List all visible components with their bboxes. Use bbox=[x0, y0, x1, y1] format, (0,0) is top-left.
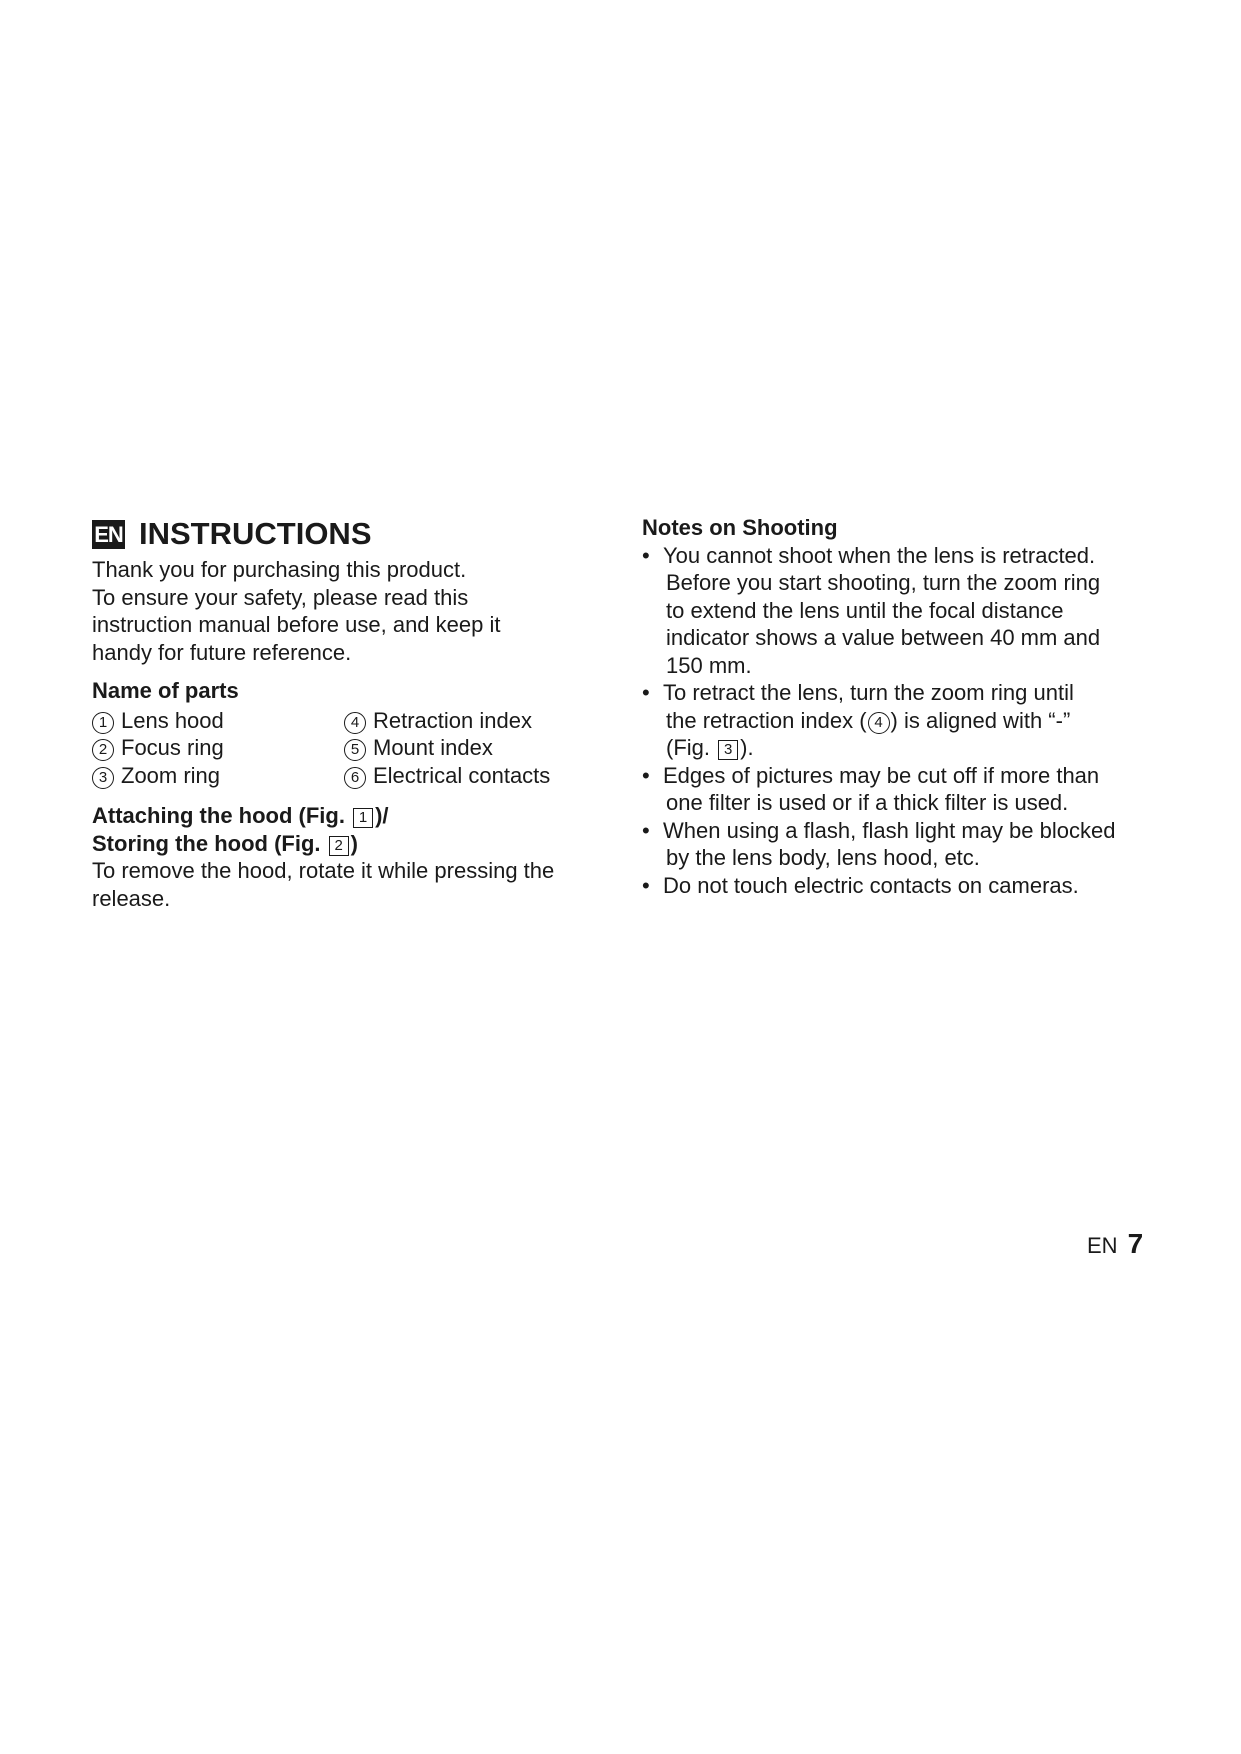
note-item bbox=[642, 872, 1162, 900]
intro-paragraph bbox=[92, 556, 612, 666]
part-item bbox=[92, 707, 344, 735]
hood-heading bbox=[92, 802, 612, 857]
bullet: • bbox=[642, 680, 650, 705]
left-column bbox=[92, 514, 612, 912]
hood-heading-text: Attaching the hood (Fig. bbox=[92, 803, 352, 828]
hood-heading-text: Storing the hood (Fig. bbox=[92, 830, 327, 856]
hood-heading-text: ) bbox=[350, 830, 358, 856]
note-line: by the lens body, lens hood, etc. bbox=[666, 845, 980, 870]
figure-number-box: 3 bbox=[718, 740, 738, 760]
note-line: one filter is used or if a thick filter is used. bbox=[666, 790, 1069, 815]
parts-list bbox=[92, 707, 612, 790]
page-number: 7 bbox=[1127, 1228, 1144, 1259]
circled-number: 1 bbox=[92, 712, 114, 734]
right-column bbox=[642, 514, 1162, 899]
title-row bbox=[92, 514, 612, 554]
note-line: 150 mm. bbox=[666, 652, 752, 678]
part-item bbox=[344, 707, 604, 735]
note-text: the retraction index ( bbox=[666, 707, 867, 733]
intro-line: To ensure your safety, please read this bbox=[92, 584, 469, 610]
page-title: INSTRUCTIONS bbox=[139, 516, 372, 551]
footer-language: EN bbox=[1087, 1233, 1118, 1258]
note-line: to extend the lens until the focal distance bbox=[666, 597, 1064, 623]
note-line: Before you start shooting, turn the zoom ring bbox=[666, 570, 1101, 595]
note-line: You cannot shoot when the lens is retracted. bbox=[663, 542, 1096, 568]
part-label: Mount index bbox=[373, 735, 493, 760]
circled-number: 2 bbox=[92, 739, 114, 761]
note-text: ). bbox=[740, 735, 754, 760]
notes-list bbox=[642, 542, 1162, 900]
part-label: Electrical contacts bbox=[373, 762, 551, 788]
hood-heading-text: )/ bbox=[375, 803, 389, 828]
note-text: ) is aligned with “-” bbox=[890, 707, 1071, 733]
part-label: Lens hood bbox=[121, 707, 224, 733]
part-label: Retraction index bbox=[373, 707, 532, 733]
hood-paragraph bbox=[92, 857, 612, 912]
hood-line: release. bbox=[92, 885, 171, 911]
intro-line: instruction manual before use, and keep it bbox=[92, 612, 501, 637]
parts-heading: Name of parts bbox=[92, 678, 239, 703]
intro-line: handy for future reference. bbox=[92, 639, 352, 665]
bullet: • bbox=[642, 542, 650, 568]
hood-line: To remove the hood, rotate it while pressing the bbox=[92, 858, 555, 883]
part-item bbox=[344, 762, 604, 790]
part-item bbox=[92, 762, 344, 790]
note-line: Do not touch electric contacts on cameras. bbox=[663, 872, 1079, 898]
note-line: Edges of pictures may be cut off if more than bbox=[663, 762, 1100, 788]
note-text: (Fig. bbox=[666, 735, 717, 760]
circled-number: 6 bbox=[344, 767, 366, 789]
figure-number-box: 1 bbox=[353, 808, 373, 828]
intro-line: Thank you for purchasing this product. bbox=[92, 557, 467, 582]
language-badge: EN bbox=[92, 520, 125, 549]
note-line: indicator shows a value between 40 mm and bbox=[666, 625, 1101, 650]
bullet: • bbox=[642, 817, 650, 843]
note-item bbox=[642, 817, 1162, 872]
bullet: • bbox=[642, 872, 650, 898]
note-line: To retract the lens, turn the zoom ring until bbox=[663, 680, 1074, 705]
notes-heading: Notes on Shooting bbox=[642, 515, 838, 540]
circled-number: 4 bbox=[868, 712, 890, 734]
circled-number: 3 bbox=[92, 767, 114, 789]
page-footer bbox=[1087, 1228, 1143, 1260]
figure-number-box: 2 bbox=[329, 836, 349, 856]
circled-number: 5 bbox=[344, 739, 366, 761]
note-item bbox=[642, 762, 1162, 817]
note-item bbox=[642, 679, 1162, 762]
part-item bbox=[92, 734, 344, 762]
note-item bbox=[642, 542, 1162, 680]
bullet: • bbox=[642, 762, 650, 788]
circled-number: 4 bbox=[344, 712, 366, 734]
part-label: Focus ring bbox=[121, 735, 224, 760]
note-line bbox=[663, 707, 1162, 735]
note-line: When using a flash, flash light may be blocked bbox=[663, 817, 1116, 843]
part-item bbox=[344, 734, 604, 762]
note-line bbox=[663, 734, 1162, 762]
part-label: Zoom ring bbox=[121, 762, 221, 788]
